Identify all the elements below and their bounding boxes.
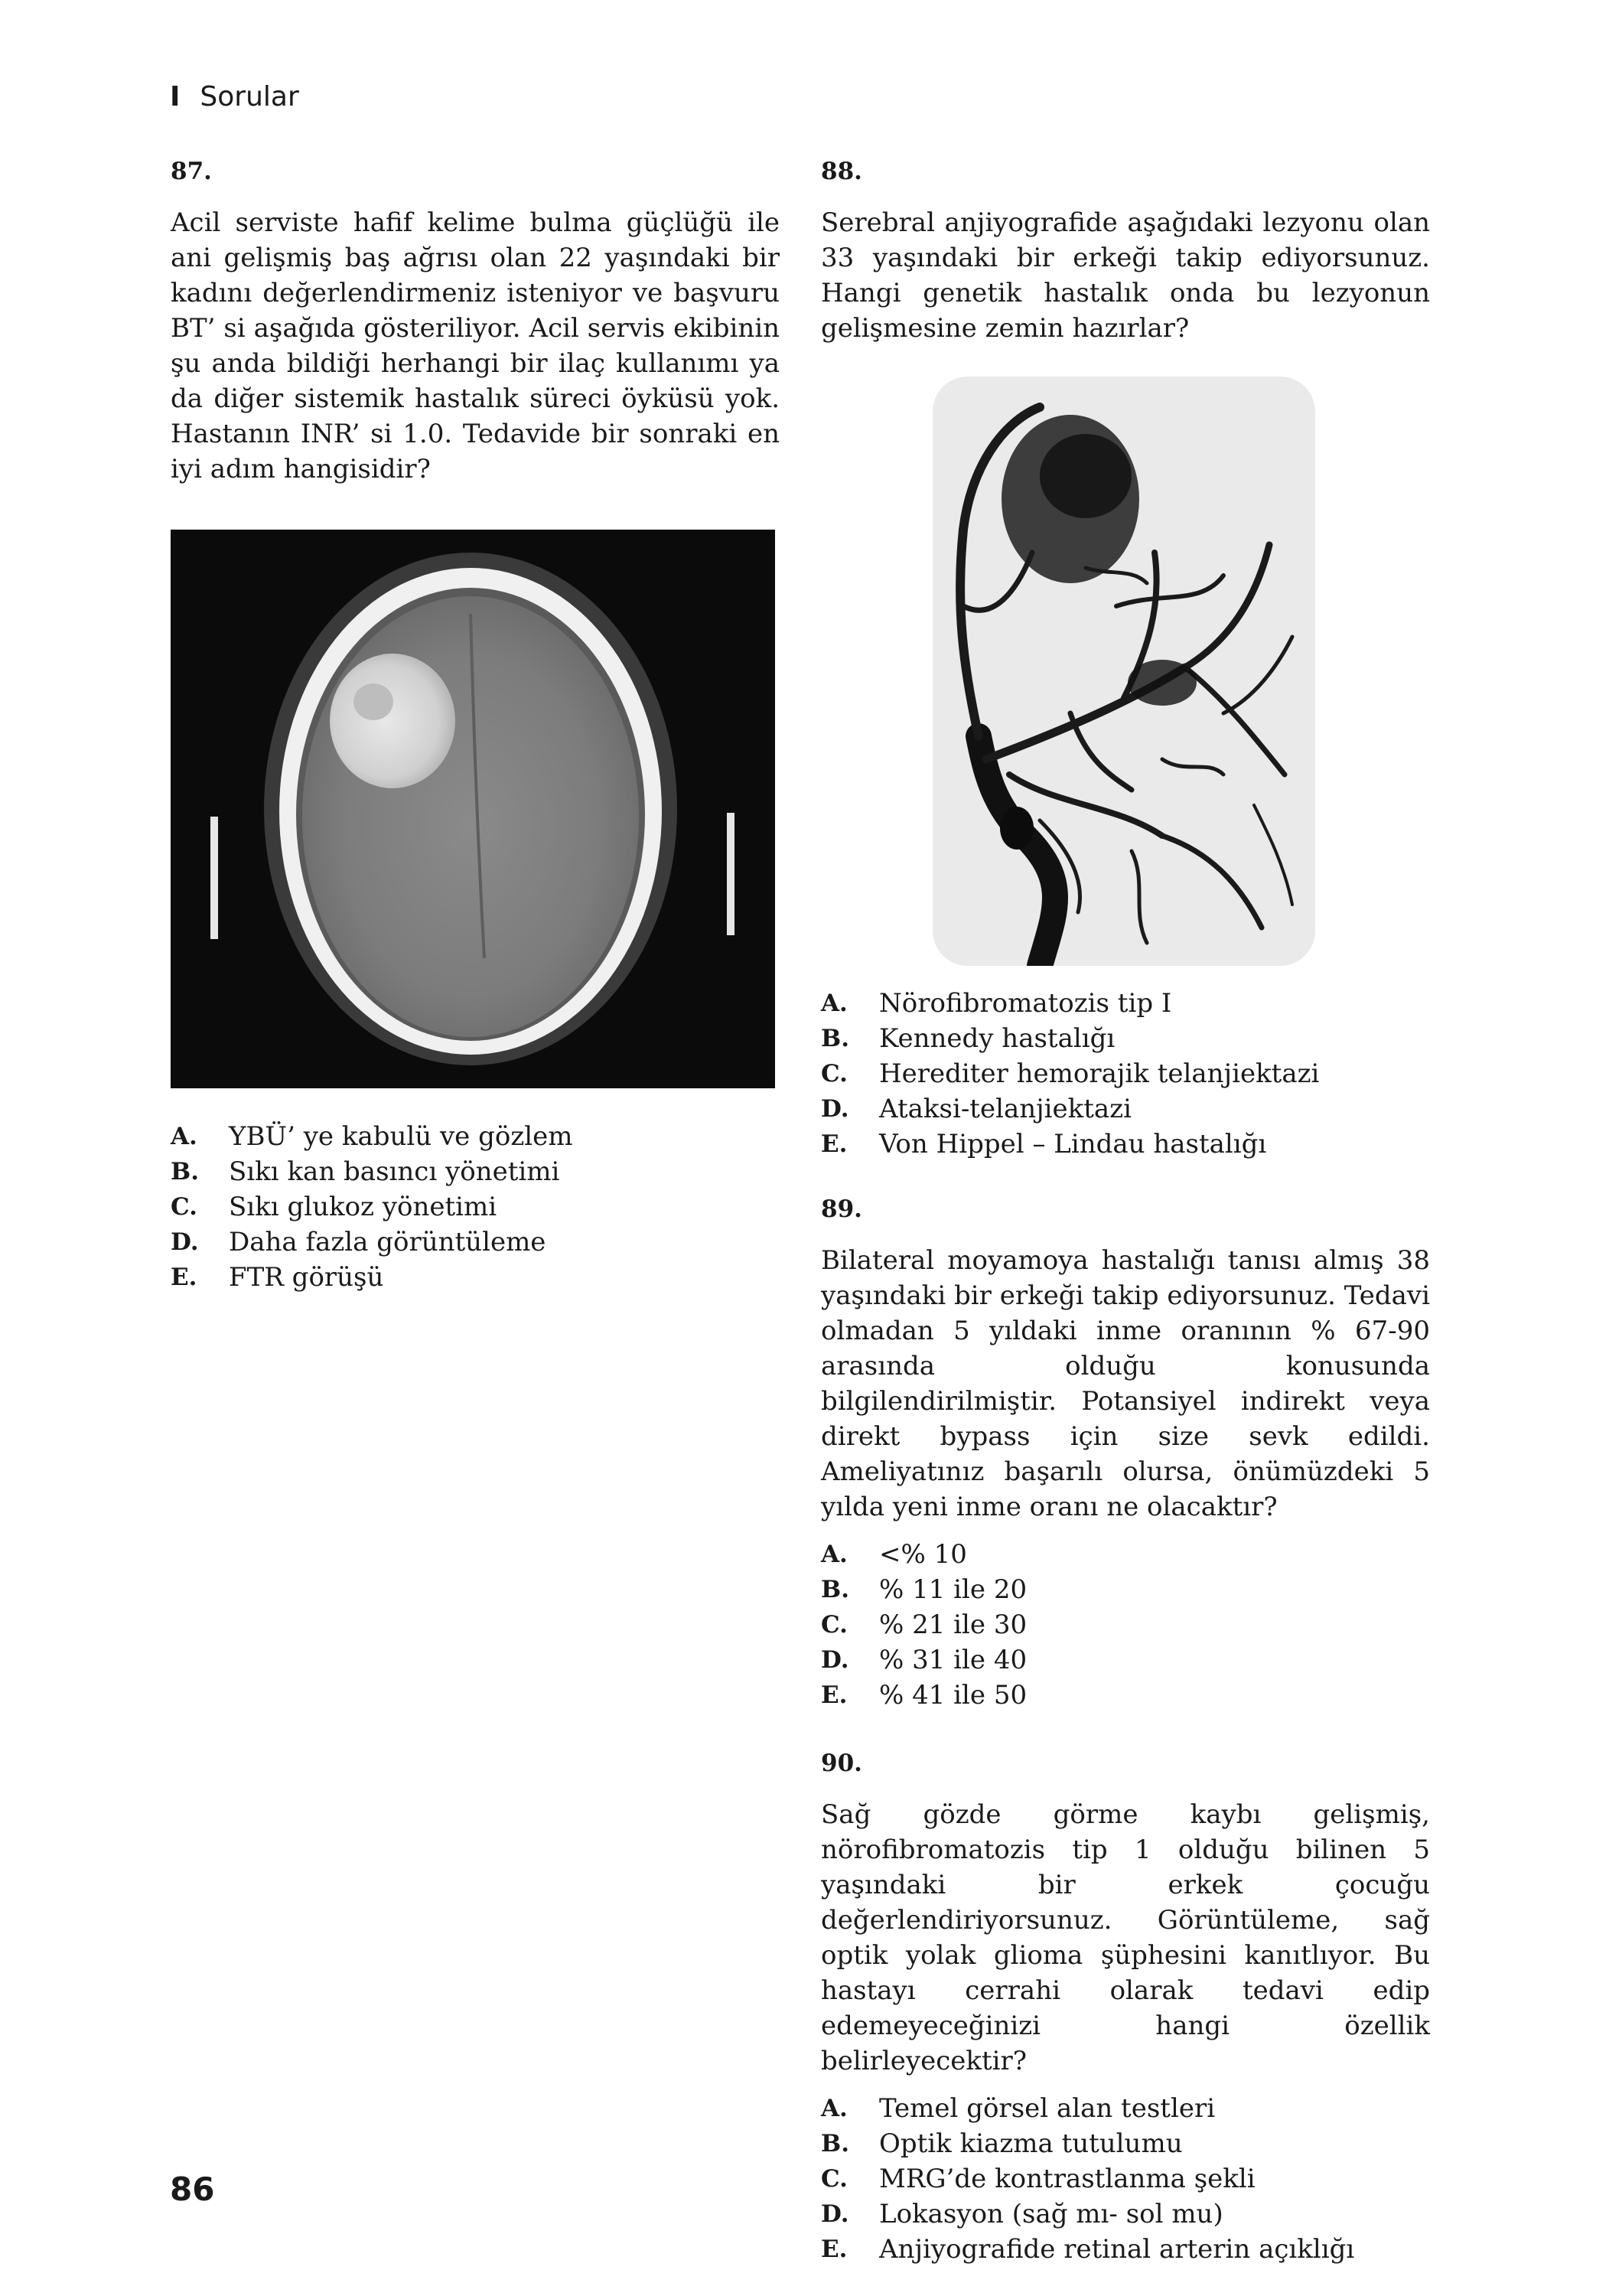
option-c[interactable]: C. Herediter hemorajik telanjiektazi [821, 1058, 1320, 1089]
option-e[interactable]: E. % 41 ile 50 [821, 1680, 1028, 1711]
section-marker: I [170, 81, 181, 113]
option-e[interactable]: E. Von Hippel – Lindau hastalığı [821, 1129, 1267, 1159]
question-88 [821, 158, 1430, 1162]
ct-scan-image [171, 530, 775, 1088]
option-b[interactable]: B. Optik kiazma tutulumu [821, 2128, 1183, 2159]
option-c[interactable]: C. Sıkı glukoz yönetimi [171, 1192, 497, 1222]
question-number: 88. [821, 158, 862, 185]
question-text: Serebral anjiyografide aşağıdaki lezyonu olan 33 yaşındaki bir erkeği takip ediyorsunuz. Hangi genetik hastalık onda bu lezyonun gelişmesine zemin hazırlar? [821, 207, 1430, 344]
question-text: Bilateral moyamoya hastalığı tanısı almış 38 yaşındaki bir erkeği takip ediyorsunuz. Tedavi olmadan 5 yıldaki inme oranının % 67-90 arasında olduğu konusunda bilgilendirilmiştir. Potansiyel indirekt veya direkt bypass için size sevk edildi. Ameliyatınız başarılı olursa, önümüzdeki 5 yılda yeni inme oranı ne olacaktır? [821, 1245, 1430, 1522]
left-column [171, 158, 780, 1295]
option-c[interactable]: C. % 21 ile 30 [821, 1609, 1028, 1640]
question-87 [171, 158, 780, 1295]
option-b[interactable]: B. % 11 ile 20 [821, 1574, 1028, 1605]
options-88 [821, 986, 1430, 1162]
option-a[interactable]: A. <% 10 [821, 1539, 967, 1570]
right-column [821, 158, 1430, 2267]
question-90 [821, 1750, 1430, 2267]
question-text: Sağ gözde görme kaybı gelişmiş, nörofibromatozis tip 1 olduğu bilinen 5 yaşındaki bir erkek çocuğu değerlendiriyorsunuz. Görüntüleme, sağ optik yolak glioma şüphesini kanıtlıyor. Bu hastayı cerrahi olarak tedavi edip edemeyeceğinizi hangi özellik belirleyecektir? [821, 1799, 1430, 2076]
question-number: 87. [171, 158, 212, 185]
running-header [170, 81, 299, 113]
option-d[interactable]: D. Lokasyon (sağ mı- sol mu) [821, 2199, 1223, 2229]
section-title: Sorular [200, 81, 299, 113]
question-89 [821, 1195, 1430, 1713]
option-c[interactable]: C. MRG’de kontrastlanma şekli [821, 2164, 1256, 2194]
option-d[interactable]: D. % 31 ile 40 [821, 1645, 1028, 1675]
question-text: Acil serviste hafif kelime bulma güçlüğü ile ani gelişmiş baş ağrısı olan 22 yaşındaki bir kadını değerlendirmeniz isteniyor ve başvuru BT’ si aşağıda gösteriliyor. Acil servis ekibinin şu anda bildiği herhangi bir ilaç kullanımı ya da diğer sistemik hastalık süreci öyküsü yok. Hastanın INR’ si 1.0. Tedavide bir sonraki en iyi adım hangisidir? [171, 207, 780, 484]
option-a[interactable]: A. Temel görsel alan testleri [821, 2093, 1216, 2124]
option-b[interactable]: B. Kennedy hastalığı [821, 1023, 1116, 1054]
option-a[interactable]: A. YBÜ’ ye kabulü ve gözlem [171, 1121, 573, 1152]
page-number: 86 [170, 2170, 215, 2208]
question-number: 90. [821, 1750, 862, 1777]
option-e[interactable]: E. Anjiyografide retinal arterin açıklığı [821, 2234, 1355, 2265]
option-d[interactable]: D. Daha fazla görüntüleme [171, 1227, 546, 1257]
option-e[interactable]: E. FTR görüşü [171, 1262, 384, 1293]
options-89 [821, 1537, 1430, 1713]
option-a[interactable]: A. Nörofibromatozis tip I [821, 988, 1172, 1019]
angiography-image [933, 377, 1315, 966]
option-b[interactable]: B. Sıkı kan basıncı yönetimi [171, 1156, 560, 1187]
options-90 [821, 2091, 1430, 2267]
options-87 [171, 1119, 780, 1295]
option-d[interactable]: D. Ataksi-telanjiektazi [821, 1094, 1132, 1124]
question-number: 89. [821, 1195, 862, 1223]
